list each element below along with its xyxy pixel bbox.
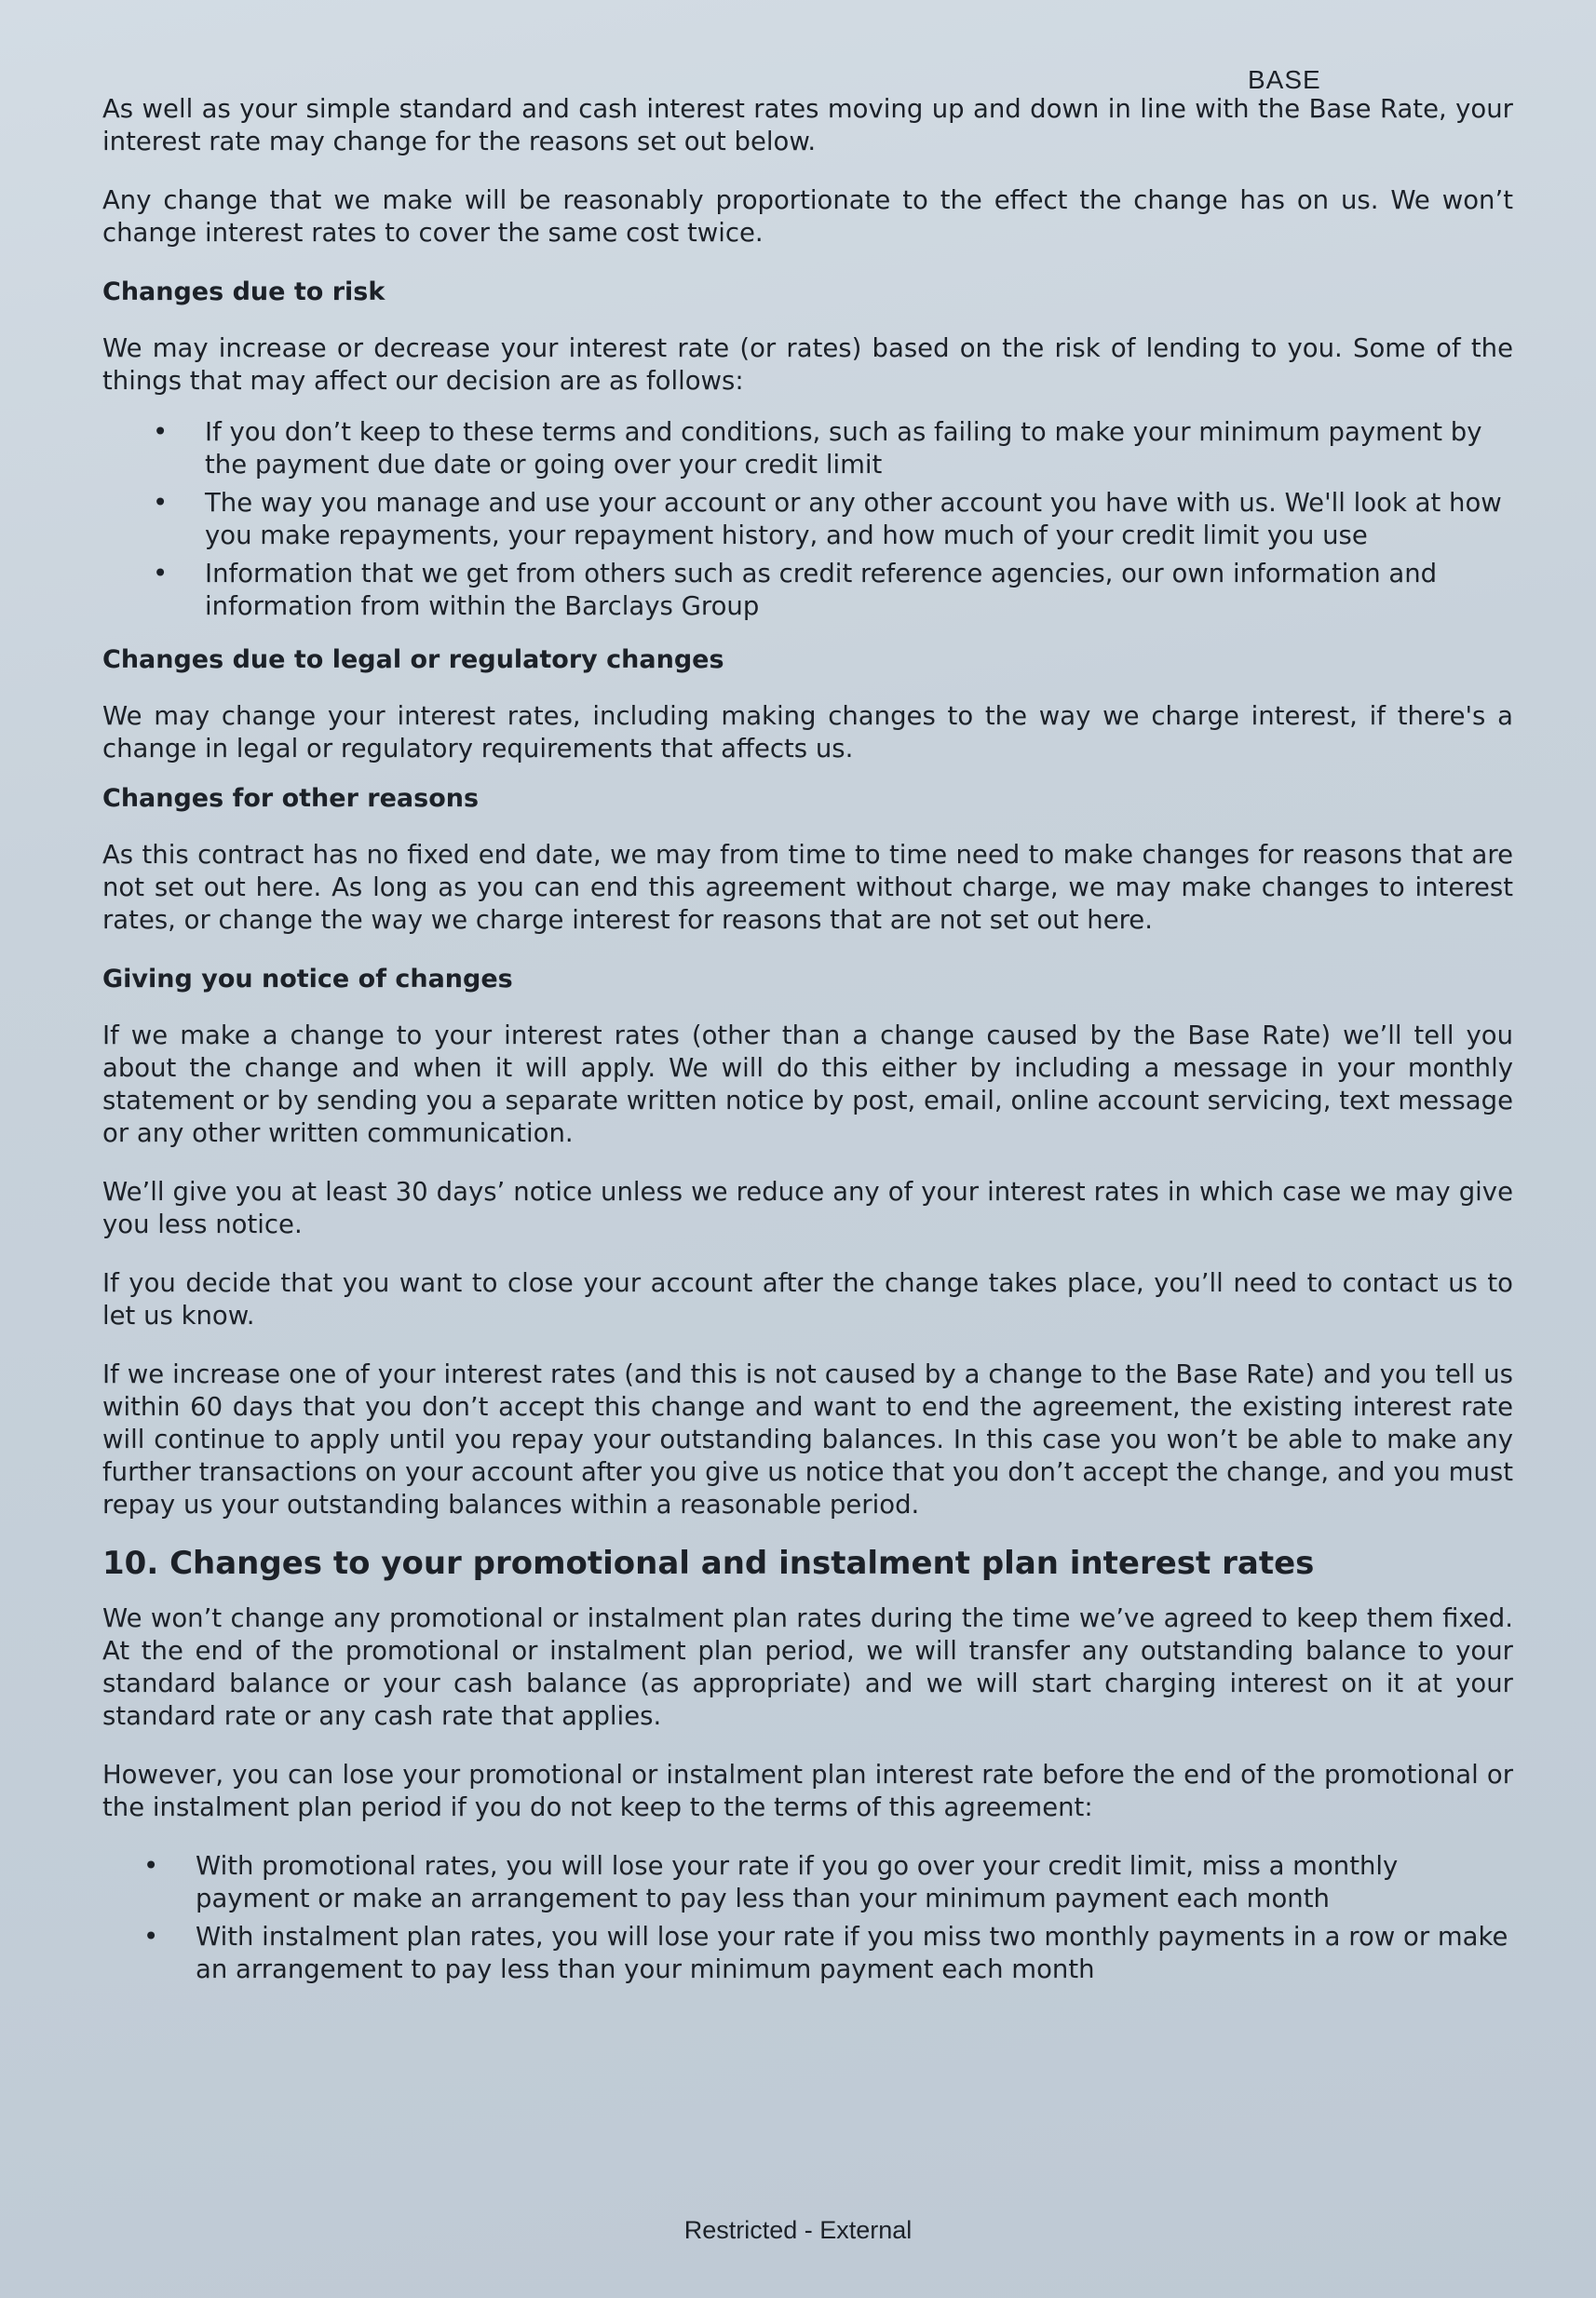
heading-changes-due-to-risk: Changes due to risk — [102, 277, 385, 306]
classification-footer: Restricted - External — [683, 2216, 913, 2244]
list-item: • With instalment plan rates, you will lose your rate if you miss two monthly payments in a row or make an arrangement to pay less than your minimum payment each month — [196, 1921, 1513, 1986]
other-reasons-paragraph: As this contract has no fixed end date, we may from time to time need to make changes for reasons that are not set out here. As long as you can end this agreement without charge, we may make changes to interest rates, or change the way we charge interest for reasons that are not set out here. — [102, 840, 1513, 935]
legal-paragraph: We may change your interest rates, including making changes to the way we charge interest, if there's a change in legal or regulatory requirements that affects us. — [102, 701, 1513, 764]
list-item: • If you don’t keep to these terms and conditions, such as failing to make your minimum payment by the payment due date or going over your credit limit — [205, 416, 1513, 481]
section-10-paragraph-2: However, you can lose your promotional or instalment plan interest rate before the end of the promotional or the instalment plan period if you do not keep to the terms of this agreement: — [102, 1760, 1513, 1822]
list-item: • With promotional rates, you will lose your rate if you go over your credit limit, miss a monthly payment or make an arrangement to pay less than your minimum payment each month — [196, 1850, 1513, 1915]
risk-list — [102, 416, 1513, 623]
list-item: • The way you manage and use your account or any other account you have with us. We'll look at how you make repayments, your repayment history, and how much of your credit limit you use — [205, 487, 1513, 552]
notice-paragraph-1: If we make a change to your interest rates (other than a change caused by the Base Rate) we’ll tell you about the change and when it will apply. We will do this either by including a message in your monthly statement or by sending you a separate written notice by post, email, online account servicing, text message or any other written communication. — [102, 1021, 1513, 1148]
notice-paragraph-2: We’ll give you at least 30 days’ notice unless we reduce any of your interest rates in which case we may give you less notice. — [102, 1177, 1513, 1239]
risk-paragraph: We may increase or decrease your interest rate (or rates) based on the risk of lending to you. Some of the things that may affect our decision are as follows: — [102, 333, 1513, 396]
base-label: BASE — [1248, 65, 1321, 94]
heading-legal-regulatory-changes: Changes due to legal or regulatory changes — [102, 645, 724, 674]
document-body — [102, 93, 1513, 2007]
section-10-paragraph-1: We won’t change any promotional or instalment plan rates during the time we’ve agreed to keep them fixed. At the end of the promotional or instalment plan period, we will transfer any outstanding balance to your standard balance or your cash balance (as appropriate) and we will start charging interest on it at your standard rate or any cash rate that applies. — [102, 1603, 1513, 1731]
notice-paragraph-3: If you decide that you want to close your account after the change takes place, you’ll need to contact us to let us know. — [102, 1268, 1513, 1331]
section-10-list — [102, 1850, 1513, 1986]
notice-paragraph-4: If we increase one of your interest rates (and this is not caused by a change to the Base Rate) and you tell us within 60 days that you don’t accept this change and want to end the agreement, the existing interest rate will continue to apply until you repay your outstanding balances. In this case you won’t be able to make any further transactions on your account after you give us notice that you don’t accept the change, and you must repay us your outstanding balances within a reasonable period. — [102, 1359, 1513, 1520]
list-item: • Information that we get from others such as credit reference agencies, our own information and information from within the Barclays Group — [205, 558, 1513, 623]
intro-paragraph-1: As well as your simple standard and cash interest rates moving up and down in line with the Base Rate, your interest rate may change for the reasons set out below. — [102, 94, 1513, 156]
intro-paragraph-2: Any change that we make will be reasonably proportionate to the effect the change has on us. We won’t change interest rates to cover the same cost twice. — [102, 185, 1513, 248]
section-10-heading: 10. Changes to your promotional and instalment plan interest rates — [102, 1545, 1315, 1582]
heading-notice-of-changes: Giving you notice of changes — [102, 965, 513, 994]
heading-other-reasons: Changes for other reasons — [102, 784, 480, 813]
